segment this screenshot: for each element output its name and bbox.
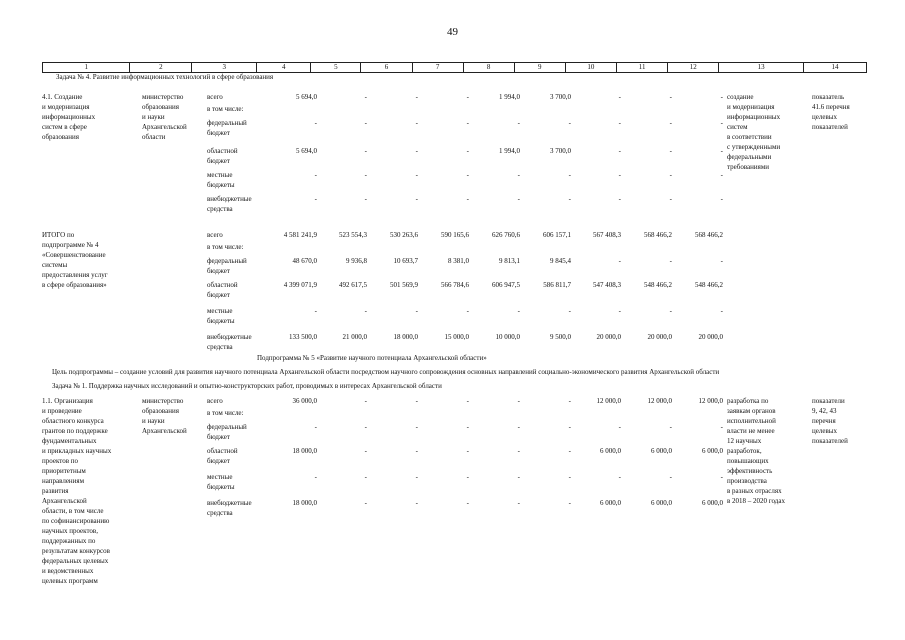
item-name-line: по софинансированию <box>42 517 110 525</box>
funding-value: - <box>314 423 317 431</box>
funding-value: - <box>568 307 571 315</box>
funding-value: 20 000,0 <box>596 333 621 341</box>
funding-source-label: всего <box>207 231 223 239</box>
item-name-line: подпрограмме № 4 <box>42 241 99 249</box>
expected-result-line: исполнительной <box>727 417 776 425</box>
funding-source-label: в том числе: <box>207 409 244 417</box>
funding-value: 590 165,6 <box>441 231 469 239</box>
expected-result-line: с утвержденными <box>727 143 781 151</box>
funding-value: - <box>720 423 723 431</box>
indicator-line: целевых <box>812 427 837 435</box>
executor-line: образования <box>142 407 179 415</box>
funding-value: - <box>568 195 571 203</box>
funding-value: 8 381,0 <box>448 257 469 265</box>
expected-result-line: производства <box>727 477 767 485</box>
funding-value: - <box>720 257 723 265</box>
funding-value: 12 000,0 <box>596 397 621 405</box>
funding-value: - <box>568 499 571 507</box>
funding-value: - <box>415 499 418 507</box>
funding-value: 21 000,0 <box>342 333 367 341</box>
funding-value: 1 994,0 <box>499 147 520 155</box>
executor-line: образования <box>142 103 179 111</box>
funding-value: 606 947,5 <box>492 281 520 289</box>
funding-value: 568 466,2 <box>644 231 672 239</box>
funding-value: - <box>517 447 520 455</box>
expected-result-line: в соответствии <box>727 133 772 141</box>
funding-value: - <box>466 423 469 431</box>
funding-value: - <box>466 171 469 179</box>
funding-source-label: в том числе: <box>207 243 244 251</box>
funding-value: 9 845,4 <box>550 257 571 265</box>
col-header: 3 <box>192 63 257 73</box>
item-name-line: областного конкурса <box>42 417 104 425</box>
item-name-line: Архангельской <box>42 497 87 505</box>
funding-value: - <box>669 195 672 203</box>
expected-result-line: заявкам органов <box>727 407 776 415</box>
funding-source-label: местные бюджеты <box>207 171 235 189</box>
funding-value: - <box>618 147 621 155</box>
item-name-line: приоритетным <box>42 467 86 475</box>
expected-result-line: эффективность <box>727 467 773 475</box>
item-name-line: и прикладных научных <box>42 447 112 455</box>
page-number: 49 <box>447 26 458 38</box>
funding-value: 3 700,0 <box>550 147 571 155</box>
expected-result-line: разработок, <box>727 447 762 455</box>
indicator-line: 9, 42, 43 <box>812 407 837 415</box>
executor-line: Архангельской <box>142 427 187 435</box>
funding-value: - <box>568 473 571 481</box>
funding-value: - <box>364 119 367 127</box>
funding-value: - <box>314 119 317 127</box>
funding-source-label: всего <box>207 93 223 101</box>
executor-line: и науки <box>142 417 165 425</box>
funding-value: - <box>517 119 520 127</box>
funding-value: 626 760,6 <box>492 231 520 239</box>
item-name-line: федеральных целевых <box>42 557 109 565</box>
item-name-line: фундаментальных <box>42 437 97 445</box>
funding-value: - <box>466 119 469 127</box>
funding-value: 12 000,0 <box>647 397 672 405</box>
expected-result-line: создание <box>727 93 754 101</box>
expected-result-line: систем <box>727 123 748 131</box>
funding-value: - <box>517 423 520 431</box>
col-header: 6 <box>361 63 412 73</box>
col-header: 13 <box>719 63 804 73</box>
funding-value: 10 693,7 <box>393 257 418 265</box>
col-header: 9 <box>514 63 565 73</box>
funding-value: 20 000,0 <box>647 333 672 341</box>
col-header: 11 <box>617 63 668 73</box>
funding-value: - <box>314 171 317 179</box>
col-header: 8 <box>463 63 514 73</box>
item-name-line: в сфере образования» <box>42 281 107 289</box>
funding-value: - <box>720 307 723 315</box>
item-name-line: целевых программ <box>42 577 98 585</box>
funding-value: - <box>669 119 672 127</box>
funding-value: 566 784,6 <box>441 281 469 289</box>
funding-value: - <box>618 307 621 315</box>
indicator-line: показателей <box>812 123 848 131</box>
funding-value: - <box>720 119 723 127</box>
funding-value: 586 811,7 <box>543 281 571 289</box>
col-header: 7 <box>412 63 463 73</box>
funding-value: - <box>466 397 469 405</box>
funding-source-label: внебюджетные средства <box>207 333 252 351</box>
indicator-line: показателей <box>812 437 848 445</box>
funding-source-label: всего <box>207 397 223 405</box>
funding-value: 6 000,0 <box>600 499 621 507</box>
col-header: 4 <box>257 63 311 73</box>
funding-value: - <box>618 93 621 101</box>
executor-line: и науки <box>142 113 165 121</box>
funding-value: - <box>415 171 418 179</box>
funding-value: 6 000,0 <box>702 499 723 507</box>
expected-result-line: повышающих <box>727 457 769 465</box>
funding-value: 548 466,2 <box>695 281 723 289</box>
funding-value: 606 157,1 <box>543 231 571 239</box>
funding-value: 1 994,0 <box>499 93 520 101</box>
funding-value: 4 581 241,9 <box>283 231 317 239</box>
indicator-line: показатель <box>812 93 845 101</box>
item-name-line: поддержанных по <box>42 537 96 545</box>
funding-value: - <box>314 473 317 481</box>
funding-source-label: местные бюджеты <box>207 473 235 491</box>
funding-value: - <box>364 473 367 481</box>
subprogram-goal: Цель подпрограммы – создание условий для развития научного потенциала Архангельской области посредством научного сопровождения основных направлений социально-экономического развития Архангельской области <box>52 368 720 376</box>
funding-source-label: федеральный бюджет <box>207 119 247 137</box>
funding-source-label: в том числе: <box>207 105 244 113</box>
funding-value: - <box>415 307 418 315</box>
funding-value: - <box>364 93 367 101</box>
funding-value: - <box>415 119 418 127</box>
funding-value: - <box>517 195 520 203</box>
funding-value: - <box>568 119 571 127</box>
funding-value: - <box>364 397 367 405</box>
funding-source-label: федеральный бюджет <box>207 257 247 275</box>
funding-value: - <box>517 397 520 405</box>
funding-value: - <box>415 447 418 455</box>
funding-value: - <box>669 307 672 315</box>
funding-value: - <box>466 93 469 101</box>
funding-value: - <box>415 147 418 155</box>
item-name-line: научных проектов, <box>42 527 98 535</box>
expected-result-line: информационных <box>727 113 781 121</box>
funding-value: 133 500,0 <box>289 333 317 341</box>
col-header: 5 <box>311 63 361 73</box>
funding-source-label: областной бюджет <box>207 147 238 165</box>
funding-value: 501 569,9 <box>390 281 418 289</box>
item-name-line: предоставления услуг <box>42 271 108 279</box>
funding-value: - <box>364 499 367 507</box>
executor-line: области <box>142 133 166 141</box>
item-name-line: информационных <box>42 113 96 121</box>
funding-value: 6 000,0 <box>600 447 621 455</box>
funding-value: - <box>364 147 367 155</box>
funding-value: 6 000,0 <box>651 499 672 507</box>
funding-value: - <box>618 171 621 179</box>
item-name-line: проектов по <box>42 457 79 465</box>
funding-value: - <box>364 171 367 179</box>
funding-value: - <box>517 473 520 481</box>
funding-value: 9 936,8 <box>346 257 367 265</box>
funding-value: - <box>720 195 723 203</box>
funding-value: 6 000,0 <box>651 447 672 455</box>
funding-value: 9 813,1 <box>499 257 520 265</box>
funding-value: 492 617,5 <box>339 281 367 289</box>
indicator-line: перечня <box>812 417 836 425</box>
funding-value: - <box>618 195 621 203</box>
funding-value: - <box>568 423 571 431</box>
item-name-line: развития <box>42 487 69 495</box>
col-header: 1 <box>43 63 130 73</box>
funding-value: - <box>618 423 621 431</box>
funding-value: - <box>314 307 317 315</box>
funding-value: - <box>466 147 469 155</box>
col-header: 14 <box>803 63 866 73</box>
funding-value: - <box>618 119 621 127</box>
funding-value: - <box>415 423 418 431</box>
funding-value: 18 000,0 <box>292 447 317 455</box>
funding-value: - <box>669 473 672 481</box>
funding-value: 530 263,6 <box>390 231 418 239</box>
expected-result-line: в разных отраслях <box>727 487 782 495</box>
funding-value: - <box>364 195 367 203</box>
funding-value: 18 000,0 <box>292 499 317 507</box>
executor-line: Архангельской <box>142 123 187 131</box>
item-name-line: ИТОГО по <box>42 231 75 239</box>
funding-value: 548 466,2 <box>644 281 672 289</box>
task-heading: Задача № 4. Развитие информационных технологий в сфере образования <box>56 73 274 81</box>
funding-value: 567 408,3 <box>593 231 621 239</box>
funding-value: 18 000,0 <box>393 333 418 341</box>
funding-value: - <box>466 499 469 507</box>
item-name-line: и модернизация <box>42 103 90 111</box>
funding-value: 523 554,3 <box>339 231 367 239</box>
funding-value: 547 408,3 <box>593 281 621 289</box>
funding-value: 3 700,0 <box>550 93 571 101</box>
expected-result-line: 12 научных <box>727 437 762 445</box>
funding-value: 15 000,0 <box>444 333 469 341</box>
col-header: 2 <box>130 63 192 73</box>
item-name-line: системы <box>42 261 68 269</box>
funding-value: - <box>364 307 367 315</box>
funding-value: - <box>415 195 418 203</box>
funding-value: 5 694,0 <box>296 147 317 155</box>
funding-value: - <box>364 447 367 455</box>
item-name-line: 4.1. Создание <box>42 93 83 101</box>
funding-value: - <box>517 307 520 315</box>
funding-value: - <box>568 171 571 179</box>
funding-value: - <box>517 171 520 179</box>
funding-value: - <box>415 473 418 481</box>
funding-value: - <box>669 171 672 179</box>
funding-value: 568 466,2 <box>695 231 723 239</box>
funding-value: - <box>669 93 672 101</box>
funding-value: 10 000,0 <box>495 333 520 341</box>
task-heading: Задача № 1. Поддержка научных исследований и опытно-конструкторских работ, проводимых в интересах Архангельской области <box>52 382 442 390</box>
funding-value: 4 399 071,9 <box>283 281 317 289</box>
item-name-line: и ведомственных <box>42 567 94 575</box>
funding-value: - <box>466 195 469 203</box>
funding-value: 20 000,0 <box>698 333 723 341</box>
funding-value: - <box>618 257 621 265</box>
funding-value: 5 694,0 <box>296 93 317 101</box>
funding-source-label: областной бюджет <box>207 281 238 299</box>
item-name-line: области, в том числе <box>42 507 104 515</box>
funding-value: 48 670,0 <box>292 257 317 265</box>
funding-source-label: областной бюджет <box>207 447 238 465</box>
funding-value: - <box>720 147 723 155</box>
expected-result-line: разработка по <box>727 397 769 405</box>
executor-line: министерство <box>142 397 184 405</box>
executor-line: министерство <box>142 93 184 101</box>
item-name-line: результатам конкурсов <box>42 547 110 555</box>
expected-result-line: в 2018 – 2020 годах <box>727 497 785 505</box>
funding-value: 9 500,0 <box>550 333 571 341</box>
funding-value: 6 000,0 <box>702 447 723 455</box>
funding-source-label: местные бюджеты <box>207 307 235 325</box>
funding-value: - <box>669 257 672 265</box>
funding-value: - <box>415 397 418 405</box>
funding-source-label: федеральный бюджет <box>207 423 247 441</box>
item-name-line: «Совершенствование <box>42 251 106 259</box>
item-name-line: образования <box>42 133 79 141</box>
item-name-line: систем в сфере <box>42 123 87 131</box>
funding-value: - <box>720 171 723 179</box>
funding-value: - <box>517 499 520 507</box>
funding-source-label: внебюджетные средства <box>207 195 252 213</box>
funding-value: - <box>618 473 621 481</box>
funding-value: - <box>720 93 723 101</box>
funding-value: - <box>466 447 469 455</box>
funding-value: - <box>466 307 469 315</box>
item-name-line: 1.1. Организация <box>42 397 93 405</box>
indicator-line: 41.6 перечня <box>812 103 850 111</box>
expected-result-line: требованиями <box>727 163 770 171</box>
col-header: 10 <box>565 63 616 73</box>
expected-result-line: федеральными <box>727 153 772 161</box>
funding-value: - <box>669 423 672 431</box>
indicator-line: целевых <box>812 113 837 121</box>
item-name-line: и проведение <box>42 407 82 415</box>
funding-value: - <box>568 397 571 405</box>
funding-value: - <box>364 423 367 431</box>
funding-source-label: внебюджетные средства <box>207 499 252 517</box>
indicator-line: показатели <box>812 397 845 405</box>
expected-result-line: власти не менее <box>727 427 775 435</box>
funding-value: - <box>669 147 672 155</box>
funding-value: - <box>466 473 469 481</box>
funding-value: - <box>720 473 723 481</box>
col-header: 12 <box>668 63 719 73</box>
funding-value: 36 000,0 <box>292 397 317 405</box>
item-name-line: грантов по поддержке <box>42 427 108 435</box>
funding-value: - <box>314 195 317 203</box>
item-name-line: направлениям <box>42 477 85 485</box>
expected-result-line: и модернизация <box>727 103 775 111</box>
funding-value: - <box>568 447 571 455</box>
funding-value: - <box>415 93 418 101</box>
subprogram-heading: Подпрограмма № 5 «Развитие научного потенциала Архангельской области» <box>257 354 487 362</box>
funding-value: 12 000,0 <box>698 397 723 405</box>
